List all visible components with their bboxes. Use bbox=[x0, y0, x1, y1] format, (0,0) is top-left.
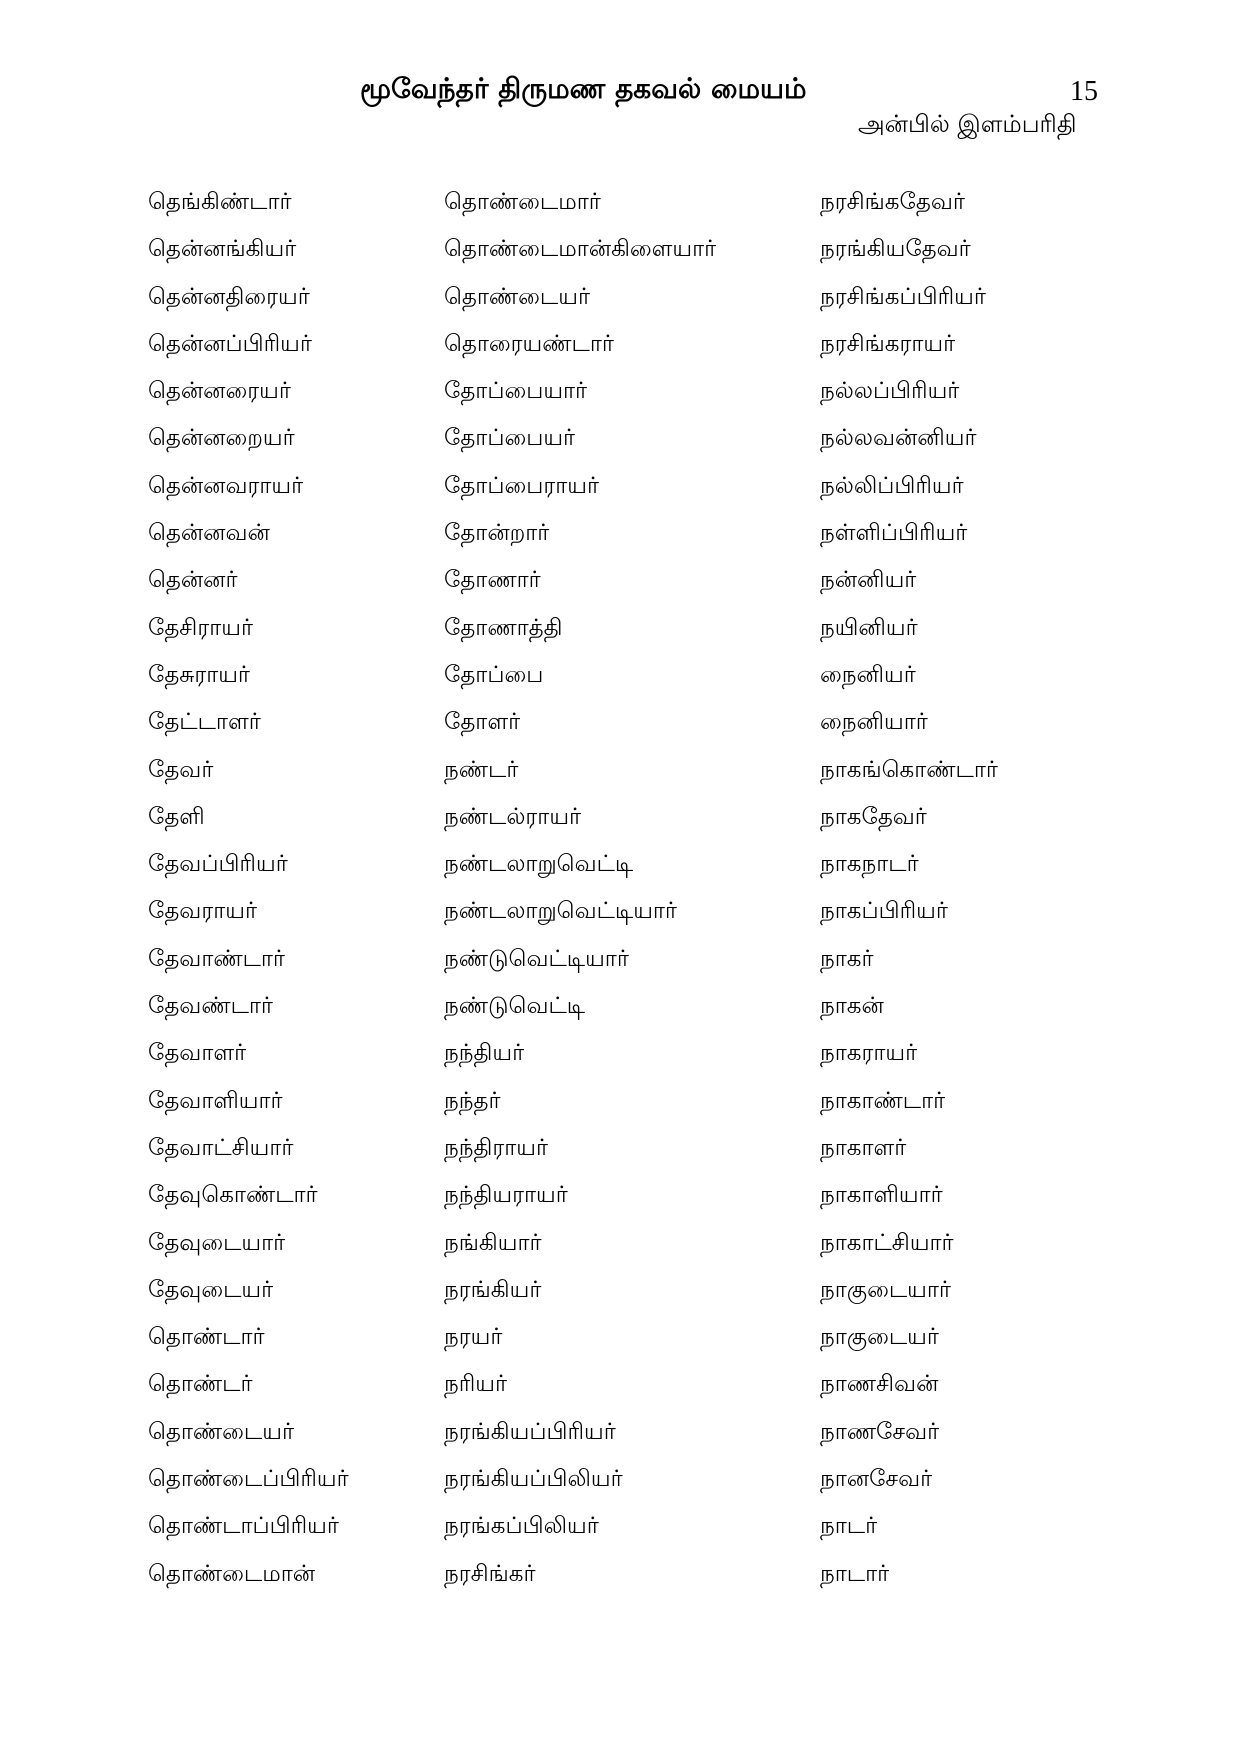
name-entry: தோன்றார் bbox=[444, 520, 550, 547]
name-entry: தொண்டைமான்கிளையார் bbox=[444, 236, 717, 263]
name-entry: நரசிங்கர் bbox=[444, 1560, 536, 1587]
name-entry: நண்டுவெட்டியார் bbox=[444, 945, 629, 972]
name-entry: தோணார் bbox=[444, 567, 541, 594]
name-entry: நண்டலாறுவெட்டியார் bbox=[444, 898, 677, 925]
name-entry: தொண்டைப்பிரியர் bbox=[148, 1466, 349, 1493]
name-entry: தொரையண்டார் bbox=[444, 330, 614, 357]
name-entry: நாகர் bbox=[820, 945, 874, 972]
name-entry: தோப்பையர் bbox=[444, 425, 576, 452]
name-entry: தேசிராயர் bbox=[148, 614, 253, 641]
name-entry: நரயர் bbox=[444, 1324, 503, 1351]
name-entry: தொண்டாப்பிரியர் bbox=[148, 1513, 339, 1540]
name-entry: தொண்டைமார் bbox=[444, 189, 601, 215]
name-entry: நண்டர் bbox=[444, 756, 519, 783]
name-entry: நாணசிவன் bbox=[820, 1371, 939, 1398]
name-entry: தேவப்பிரியர் bbox=[148, 851, 288, 878]
name-entry: நரங்கியதேவர் bbox=[820, 236, 971, 263]
name-entry: நரங்கியர் bbox=[444, 1276, 542, 1303]
name-entry: நாகநாடர் bbox=[820, 851, 919, 878]
author-name: அன்பில் இளம்பரிதி bbox=[858, 110, 1077, 138]
name-entry: தொண்டையர் bbox=[444, 283, 590, 310]
name-entry: நாகாட்சியார் bbox=[820, 1229, 954, 1256]
name-entry: தென்னர் bbox=[148, 567, 238, 594]
name-entry: நரங்கியப்பிரியர் bbox=[444, 1418, 616, 1445]
name-entry: தேவராயர் bbox=[148, 898, 257, 925]
name-entry: தொண்டர் bbox=[148, 1371, 253, 1398]
name-entry: தோப்பையார் bbox=[444, 378, 588, 405]
name-entry: தேவர் bbox=[148, 756, 214, 783]
name-entry: நாகங்கொண்டார் bbox=[820, 756, 998, 783]
name-entry: தொண்டார் bbox=[148, 1324, 265, 1351]
name-entry: நாடார் bbox=[820, 1560, 890, 1587]
name-entry: நந்திராயர் bbox=[444, 1134, 548, 1161]
name-entry: நண்டல்ராயர் bbox=[444, 803, 582, 830]
name-entry: நாகராயர் bbox=[820, 1040, 918, 1067]
name-entry: நாகுடையார் bbox=[820, 1276, 951, 1303]
name-entry: நைனியர் bbox=[820, 661, 916, 688]
name-entry: தென்னவராயர் bbox=[148, 472, 304, 499]
name-entry: தேவாளியார் bbox=[148, 1087, 283, 1114]
name-entry: நன்னியர் bbox=[820, 567, 917, 594]
name-entry: தேசுராயர் bbox=[148, 661, 250, 688]
page-number: 15 bbox=[1070, 76, 1098, 107]
name-entry: தொண்டையர் bbox=[148, 1418, 294, 1445]
name-entry: தேளி bbox=[148, 803, 205, 830]
page-title: மூவேந்தர் திருமண தகவல் மையம் bbox=[360, 72, 807, 105]
name-entry: நல்லப்பிரியர் bbox=[820, 378, 960, 405]
name-entry: நாடர் bbox=[820, 1513, 878, 1540]
name-entry: நாகப்பிரியர் bbox=[820, 898, 948, 925]
name-entry: தேட்டாளர் bbox=[148, 709, 261, 736]
name-entry: நாகதேவர் bbox=[820, 803, 927, 830]
name-entry: நந்தியராயர் bbox=[444, 1182, 568, 1209]
name-entry: நரியர் bbox=[444, 1371, 508, 1398]
name-entry: தோப்பை bbox=[444, 661, 544, 688]
name-entry: நரசிங்கராயர் bbox=[820, 330, 956, 357]
name-entry: தேவுகொண்டார் bbox=[148, 1182, 318, 1209]
names-column-2 bbox=[444, 182, 716, 1601]
name-entry: தேவண்டார் bbox=[148, 993, 273, 1020]
name-entry: நானசேவர் bbox=[820, 1466, 933, 1493]
name-entry: நண்டுவெட்டி bbox=[444, 993, 586, 1020]
name-entry: தென்னறையர் bbox=[148, 425, 295, 452]
name-entry: நாகாண்டார் bbox=[820, 1087, 946, 1114]
name-entry: நரங்கப்பிலியர் bbox=[444, 1513, 599, 1540]
name-entry: தேவுடையார் bbox=[148, 1229, 286, 1256]
name-entry: தென்னதிரையர் bbox=[148, 283, 310, 310]
name-entry: தென்னப்பிரியர் bbox=[148, 330, 312, 357]
name-entry: தென்னரையர் bbox=[148, 378, 291, 405]
name-entry: நல்லவன்னியர் bbox=[820, 425, 977, 452]
name-entry: தோணாத்தி bbox=[444, 614, 563, 641]
name-entry: தேவாட்சியார் bbox=[148, 1134, 294, 1161]
name-entry: நயினியர் bbox=[820, 614, 918, 641]
name-entry: நள்ளிப்பிரியர் bbox=[820, 520, 968, 547]
name-entry: நண்டலாறுவெட்டி bbox=[444, 851, 634, 878]
names-column-1 bbox=[148, 182, 349, 1601]
name-entry: தென்னங்கியர் bbox=[148, 236, 297, 263]
name-entry: நாகுடையர் bbox=[820, 1324, 939, 1351]
name-entry: நாகன் bbox=[820, 993, 884, 1020]
name-entry: நல்லிப்பிரியர் bbox=[820, 472, 964, 499]
name-entry: நந்தர் bbox=[444, 1087, 501, 1114]
name-entry: நாகாளியார் bbox=[820, 1182, 943, 1209]
name-entry: நைனியார் bbox=[820, 709, 928, 736]
name-entry: தோப்பைராயர் bbox=[444, 472, 599, 499]
name-entry: நங்கியார் bbox=[444, 1229, 542, 1256]
name-entry: நாணசேவர் bbox=[820, 1418, 940, 1445]
name-entry: தேவாளர் bbox=[148, 1040, 247, 1067]
name-entry: தேவாண்டார் bbox=[148, 945, 285, 972]
name-entry: தேவுடையர் bbox=[148, 1276, 274, 1303]
name-entry: தென்னவன் bbox=[148, 520, 270, 547]
name-entry: தொண்டைமான் bbox=[148, 1560, 316, 1587]
name-entry: நாகாளர் bbox=[820, 1134, 907, 1161]
name-entry: நரசிங்கப்பிரியர் bbox=[820, 283, 986, 310]
name-entry: நந்தியர் bbox=[444, 1040, 525, 1067]
name-entry: நரசிங்கதேவர் bbox=[820, 189, 965, 215]
name-entry: தோளர் bbox=[444, 709, 521, 736]
name-entry: நரங்கியப்பிலியர் bbox=[444, 1466, 623, 1493]
names-column-3 bbox=[820, 182, 998, 1601]
name-entry: தெங்கிண்டார் bbox=[148, 189, 292, 215]
